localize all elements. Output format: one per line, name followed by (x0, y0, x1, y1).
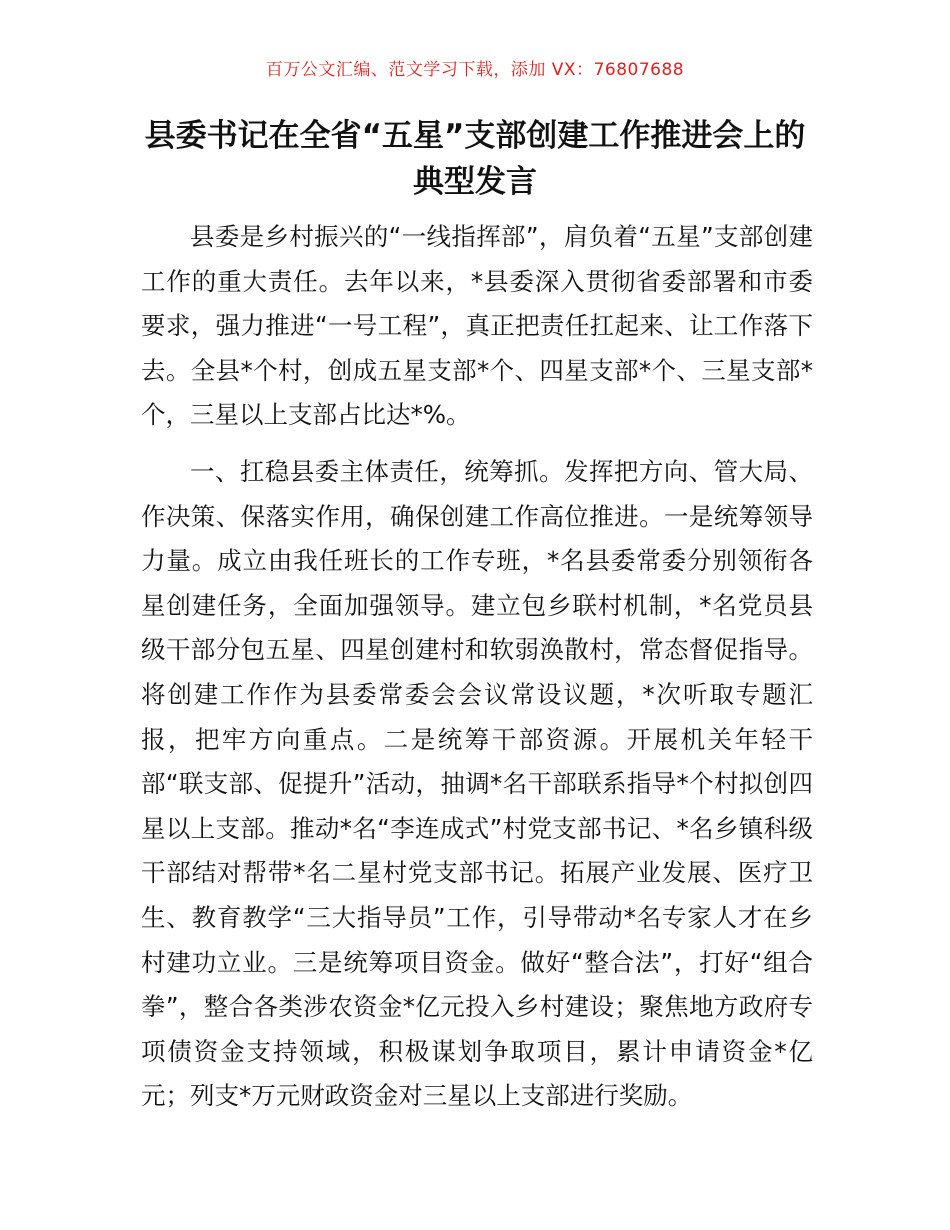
document-title: 县委书记在全省“五星”支部创建工作推进会上的典型发言 (144, 118, 806, 200)
header-watermark-note: 百万公文汇编、范文学习下载，添加 VX：76807688 (265, 60, 685, 80)
paragraph-intro: 县委是乡村振兴的“一线指挥部”，肩负着“五星”支部创建工作的重大责任。去年以来，*县委深入贯彻省委部署和市委要求，强力推进“一号工程”，真正把责任扛起来、让工作落下去。全县*个村，创成五星支部*个、四星支部*个、三星支部*个，三星以上支部占比达*%。 (141, 222, 813, 430)
paragraph-section-one: 一、扛稳县委主体责任，统筹抓。发挥把方向、管大局、作决策、保落实作用，确保创建工作高位推进。一是统筹领导力量。成立由我任班长的工作专班，*名县委常委分别领衔各星创建任务，全面加强领导。建立包乡联村机制，*名党员县级干部分包五星、四星创建村和软弱涣散村，常态督促指导。将创建工作作为县委常委会会议常设议题，*次听取专题汇报，把牢方向重点。二是统筹干部资源。开展机关年轻干部“联支部、促提升”活动，抽调*名干部联系指导*个村拟创四星以上支部。推动*名“李连成式”村党支部书记、*名乡镇科级干部结对帮带*名二星村党支部书记。拓展产业发展、医疗卫生、教育教学“三大指导员”工作，引导带动*名专家人才在乡村建功立业。三是统筹项目资金。做好“整合法”，打好“组合拳”，整合各类涉农资金*亿元投入乡村建设；聚焦地方政府专项债资金支持领域，积极谋划争取项目，累计申请资金*亿元；列支*万元财政资金对三星以上支部进行奖励。 (141, 456, 813, 1111)
document-body (141, 215, 813, 1119)
